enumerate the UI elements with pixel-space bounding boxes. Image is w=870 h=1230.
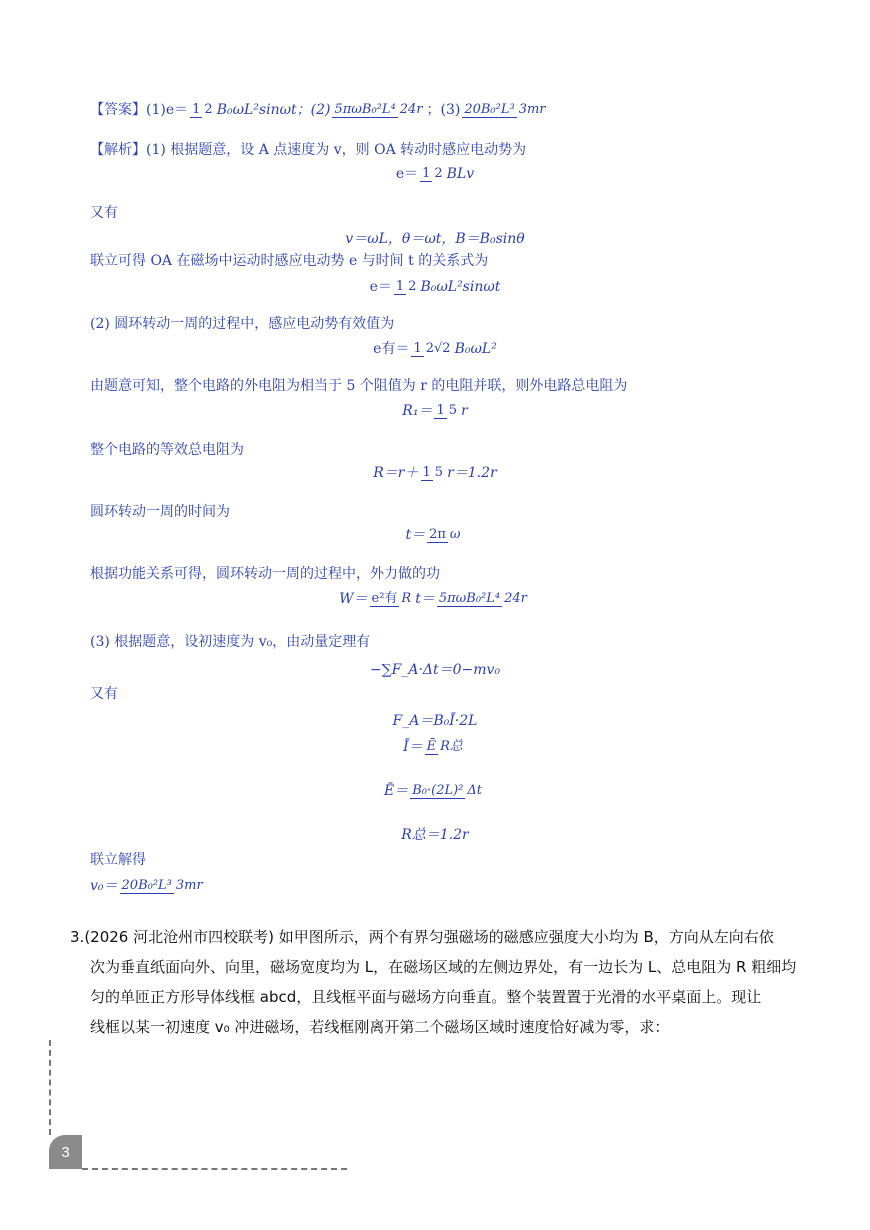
analysis-line-8: 根据功能关系可得，圆环转动一周的过程中，外力做的功 <box>90 566 440 582</box>
equation-6: R＝r＋ 1 5 r＝1.2r <box>373 465 497 481</box>
equation-2: v＝ωL，θ＝ωt，B＝B₀sinθ <box>345 231 525 247</box>
equation-10: F_A＝B₀Ī·2L <box>392 713 478 729</box>
problem-line-1: 3.(2026 河北沧州市四校联考) 如甲图所示，两个有界匀强磁场的磁感应强度大小均为 B，方向从左向右依 <box>70 928 774 946</box>
equation-11: Ī＝ Ē R总 <box>403 739 463 755</box>
analysis-label: 【解析】 <box>90 142 146 158</box>
analysis-line-7: 圆环转动一周的时间为 <box>90 504 230 520</box>
analysis-line-6: 整个电路的等效总电阻为 <box>90 442 244 458</box>
analysis-line-2: 又有 <box>90 205 118 221</box>
page-number-tab <box>49 1135 82 1169</box>
page-margin-vertical-rule <box>49 1040 51 1135</box>
equation-3: e＝ 1 2 B₀ωL²sinωt <box>369 279 501 295</box>
equation-1: e＝ 1 2 BLv <box>395 166 475 182</box>
answer-part1-tail: B₀ωL²sinωt；(2) <box>216 102 331 118</box>
analysis-line-9: (3) 根据题意，设初速度为 v₀，由动量定理有 <box>90 634 371 650</box>
analysis-line-10: 又有 <box>90 686 118 702</box>
analysis-line-3: 联立可得 OA 在磁场中运动时感应电动势 e 与时间 t 的关系式为 <box>90 253 489 269</box>
problem-3 <box>70 922 805 1042</box>
equation-12: Ē＝ B₀·(2L)² Δt <box>383 783 482 799</box>
analysis-line-11: 联立解得 <box>90 852 146 868</box>
analysis-line-1: 【解析】(1) 根据题意，设 A 点速度为 v，则 OA 转动时感应电动势为 <box>90 142 527 158</box>
equation-5: R₁＝ 1 5 r <box>402 403 468 419</box>
page-number: 3 <box>61 1143 70 1161</box>
problem-line-4: 线框以某一初速度 v₀ 冲进磁场，若线框刚离开第二个磁场区域时速度恰好减为零，求： <box>90 1018 670 1036</box>
problem-line-2: 次为垂直纸面向外、向里，磁场宽度均为 L，在磁场区域的左侧边界处，有一边长为 L、总电阻为 R 粗细均 <box>90 958 797 976</box>
equation-14: v₀＝ 20B₀²L³ 3mr <box>90 878 203 894</box>
analysis-line-4: (2) 圆环转动一周的过程中，感应电动势有效值为 <box>90 316 395 332</box>
answer-part1: (1)e＝ <box>146 102 189 118</box>
answer-part3: ；(3) <box>426 102 461 118</box>
problem-line-3: 匀的单匝正方形导体线框 abcd，且线框平面与磁场方向垂直。整个装置置于光滑的水平桌面上。现让 <box>90 988 762 1006</box>
answer-label: 【答案】 <box>90 102 146 118</box>
problem-number: 3. <box>70 928 85 946</box>
answer-line <box>90 100 550 120</box>
equation-4: e有＝ 1 2√2 B₀ωL² <box>373 341 497 357</box>
analysis-line-5: 由题意可知，整个电路的外电阻为相当于 5 个阻值为 r 的电阻并联，则外电路总电阻为 <box>90 378 628 394</box>
page-footer-rule <box>82 1168 347 1170</box>
answer-part3-fraction: 20B₀²L³ 3mr <box>464 102 546 117</box>
equation-7: t＝ 2π ω <box>405 527 461 543</box>
equation-9: −∑F_A·Δt＝0−mv₀ <box>369 662 501 678</box>
answer-part2-fraction: 5πωB₀²L⁴ 24r <box>334 102 423 117</box>
fraction-half: 1 2 <box>192 102 213 117</box>
equation-8: W＝ e²有 R t＝ 5πωB₀²L⁴ 24r <box>339 591 527 607</box>
equation-13: R总＝1.2r <box>401 827 469 843</box>
